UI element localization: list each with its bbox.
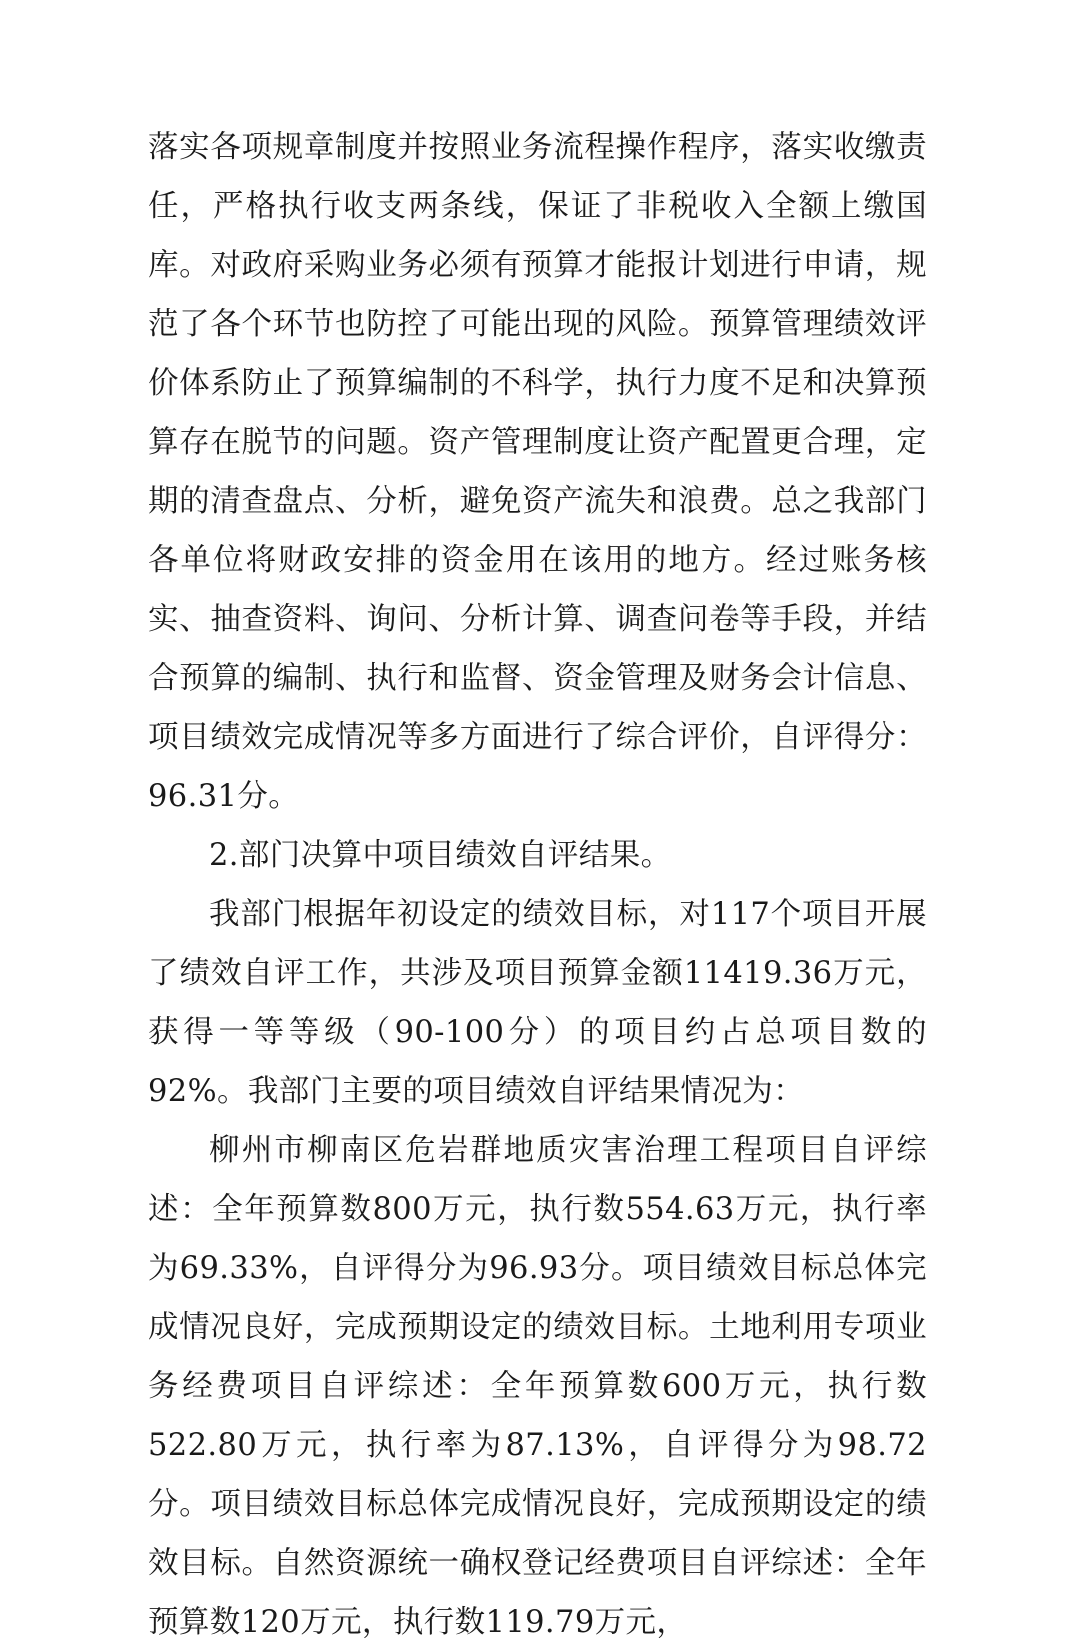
document-body: [148, 118, 927, 1652]
paragraph-budget-execution: 落实各项规章制度并按照业务流程操作程序，落实收缴责任，严格执行收支两条线，保证了非税收入全额上缴国库。对政府采购业务必须有预算才能报计划进行申请，规范了各个环节也防控了可能出现的风险。预算管理绩效评价体系防止了预算编制的不科学，执行力度不足和决算预算存在脱节的问题。资产管理制度让资产配置更合理，定期的清查盘点、分析，避免资产流失和浪费。总之我部门各单位将财政安排的资金用在该用的地方。经过账务核实、抽查资料、询问、分析计算、调查问卷等手段，并结合预算的编制、执行和监督、资金管理及财务会计信息、项目绩效完成情况等多方面进行了综合评价，自评得分：96.31分。: [148, 130, 927, 814]
paragraph-project-details: 柳州市柳南区危岩群地质灾害治理工程项目自评综述：全年预算数800万元，执行数554.63万元，执行率为69.33%，自评得分为96.93分。项目绩效目标总体完成情况良好，完成预期设定的绩效目标。土地利用专项业务经费项目自评综述：全年预算数600万元，执行数522.80万元，执行率为87.13%，自评得分为98.72分。项目绩效目标总体完成情况良好，完成预期设定的绩效目标。自然资源统一确权登记经费项目自评综述：全年预算数120万元，执行数119.79万元，: [148, 1133, 927, 1640]
paragraph-section-heading-2: 2.部门决算中项目绩效自评结果。: [209, 838, 672, 873]
paragraph-self-evaluation-overview: 我部门根据年初设定的绩效目标，对117个项目开展了绩效自评工作，共涉及项目预算金额11419.36万元，获得一等等级（90-100分）的项目约占总项目数的92%。我部门主要的项目绩效自评结果情况为：: [148, 897, 927, 1109]
